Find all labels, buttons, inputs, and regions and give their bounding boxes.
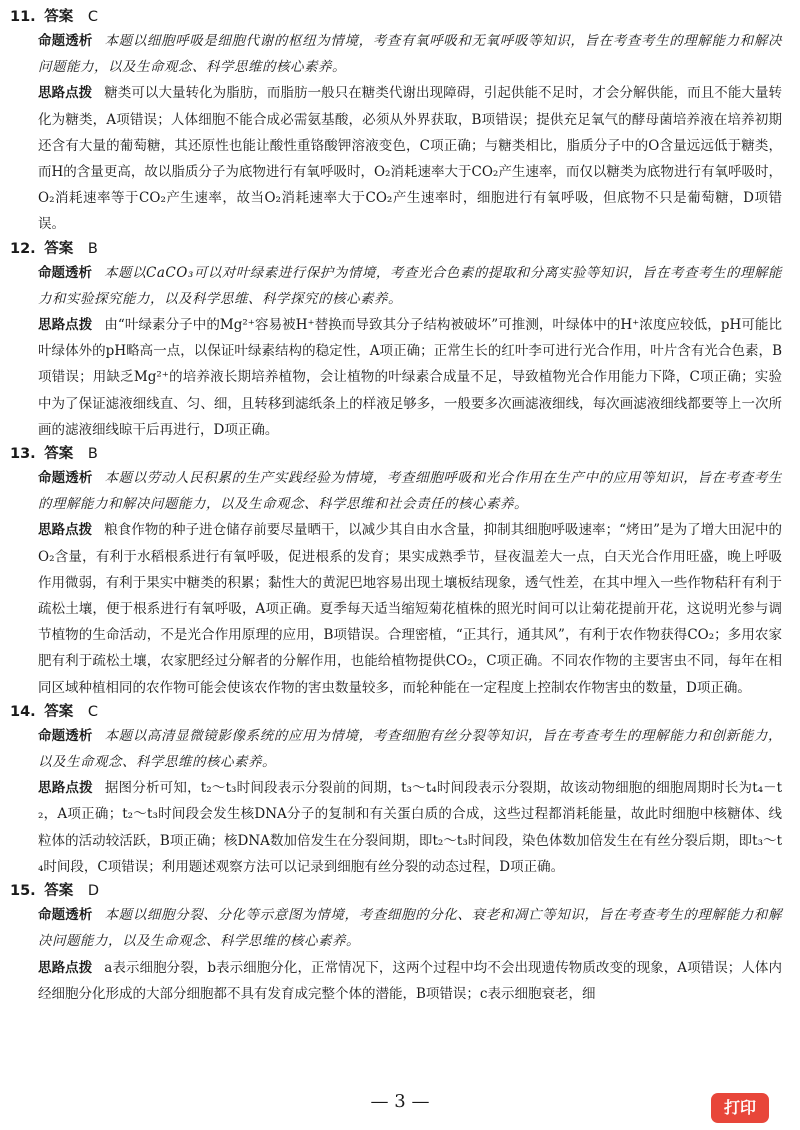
question-block-11 xyxy=(0,6,800,238)
perspective-text: 本题以CaCO₃可以对叶绿素进行保护为情境，考查光合色素的提取和分离实验等知识，旨在考查考生的理解能力和实验探究能力，以及科学思维、科学探究的核心素养。 xyxy=(38,264,783,307)
answer-letter: B xyxy=(87,240,98,257)
perspective-label: 命题透析 xyxy=(38,33,93,49)
perspective-text: 本题以劳动人民积累的生产实践经验为情境，考查细胞呼吸和光合作用在生产中的应用等知识，旨在考查考生的理解能力和解决问题能力，以及生命观念、科学思维和社会责任的核心素养。 xyxy=(38,470,783,513)
question-number: 14. xyxy=(10,703,36,720)
answer-label: 答案 xyxy=(44,446,74,463)
perspective-label: 命题透析 xyxy=(38,470,93,487)
question-number: 15. xyxy=(10,883,36,900)
answer-letter: B xyxy=(87,446,98,463)
perspective-text: 本题以细胞分裂、分化等示意图为情境，考查细胞的分化、衰老和凋亡等知识，旨在考查考生的理解能力和解决问题能力，以及生命观念、科学思维的核心素养。 xyxy=(38,907,783,950)
perspective-paragraph xyxy=(0,28,800,80)
perspective-label: 命题透析 xyxy=(38,264,93,281)
answer-letter: D xyxy=(87,883,100,900)
question-header xyxy=(0,880,800,902)
perspective-paragraph xyxy=(0,260,800,312)
hint-text: 据图分析可知，t₂～t₃时间段表示分裂前的间期，t₃～t₄时间段表示分裂期，故该动物细胞的细胞周期时长为t₄－t₂，A项正确；t₂～t₃时间段会发生核DNA分子的复制和有关蛋白质的合成，这些过程都消耗能量，故此时细胞中核糖体、线粒体的活动较活跃，B项正确；核DNA数加倍发生在分裂间期，即t₂～t₃时间段，染色体数加倍发生在有丝分裂后期，即t₃～t₄时间段，C项错误；利用题述观察方法可以记录到细胞有丝分裂的动态过程，D项正确。 xyxy=(38,780,783,875)
answer-label: 答案 xyxy=(44,883,74,900)
perspective-paragraph xyxy=(0,723,800,775)
hint-text: 粮食作物的种子进仓储存前要尽量晒干，以减少其自由水含量，抑制其细胞呼吸速率；“烤田”是为了增大田泥中的O₂含量，有利于水稻根系进行有氧呼吸，促进根系的发育；果实成熟季节，昼夜温差大一点，白天光合作用旺盛，晚上呼吸作用微弱，有利于果实中糖类的积累；黏性大的黄泥巴地容易出现土壤板结现象，透气性差，在其中埋入一些作物秸秆有利于疏松土壤，便于根系进行有氧呼吸，A项正确。夏季每天适当缩短菊花植株的照光时间可以让菊花提前开花，这说明光参与调节植物的生命活动，不是光合作用原理的应用，B项错误。合理密植，“正其行，通其风”，有利于农作物获得CO₂；多用农家肥有利于疏松土壤，农家肥经过分解者的分解作用，也能给植物提供CO₂，C项正确。不同农作物的主要害虫不同，每年在相同区域种植相同的农作物可能会使该农作物的害虫数量较多，而轮种能在一定程度上控制农作物害虫的数量，D项正确。 xyxy=(38,522,782,696)
hint-label: 思路点拨 xyxy=(38,522,93,539)
question-block-14 xyxy=(0,701,800,880)
print-button[interactable]: 打印 xyxy=(711,1093,769,1123)
answer-label: 答案 xyxy=(44,703,74,720)
question-header xyxy=(0,238,800,260)
question-block-13 xyxy=(0,443,800,701)
hint-text: a表示细胞分裂，b表示细胞分化，正常情况下，这两个过程中均不会出现遗传物质改变的现象，A项错误；人体内经细胞分化形成的大部分细胞都不具有发育成完整个体的潜能，B项错误；c表示细胞衰老，细 xyxy=(38,959,782,1002)
hint-label: 思路点拨 xyxy=(38,780,93,797)
perspective-paragraph xyxy=(0,902,800,954)
perspective-text: 本题以高清显微镜影像系统的应用为情境，考查细胞有丝分裂等知识，旨在考查考生的理解能力和创新能力，以及生命观念、科学思维的核心素养。 xyxy=(38,727,783,771)
hint-label: 思路点拨 xyxy=(38,959,93,976)
hint-label: 思路点拨 xyxy=(38,317,93,334)
hint-paragraph xyxy=(0,517,800,700)
perspective-paragraph xyxy=(0,465,800,517)
answer-letter: C xyxy=(87,703,99,720)
answer-label: 答案 xyxy=(44,9,74,25)
question-header xyxy=(0,6,800,28)
perspective-label: 命题透析 xyxy=(38,727,93,744)
page-number: — 3 — xyxy=(370,1091,430,1112)
hint-paragraph xyxy=(0,775,800,880)
answer-letter: C xyxy=(87,9,99,25)
question-number: 12. xyxy=(10,240,36,257)
question-header xyxy=(0,701,800,723)
question-number: 11. xyxy=(10,9,36,25)
perspective-label: 命题透析 xyxy=(38,907,93,924)
question-number: 13. xyxy=(10,446,36,463)
question-list xyxy=(0,6,800,1007)
hint-paragraph xyxy=(0,312,800,443)
perspective-text: 本题以细胞呼吸是细胞代谢的枢纽为情境，考查有氧呼吸和无氧呼吸等知识，旨在考查考生的理解能力和解决问题能力，以及生命观念、科学思维的核心素养。 xyxy=(38,33,783,76)
question-header xyxy=(0,443,800,465)
question-block-15 xyxy=(0,880,800,1007)
hint-paragraph xyxy=(0,955,800,1007)
question-block-12 xyxy=(0,238,800,443)
hint-label: 思路点拨 xyxy=(38,85,93,102)
hint-text: 由“叶绿素分子中的Mg²⁺容易被H⁺替换而导致其分子结构被破坏”可推测，叶绿体中的H⁺浓度应较低，pH可能比叶绿体外的pH略高一点，以保证叶绿素结构的稳定性，A项正确；正常生长的红叶李可进行光合作用，叶片含有光合色素，B项错误；用缺乏Mg²⁺的培养液长期培养植物，会让植物的叶绿素合成量不足，导致植物光合作用能力下降，C项正确；实验中为了保证滤液细线直、匀、细，且转移到滤纸条上的样液足够多，一般要多次画滤液细线，每次画滤液细线都要等上一次所画的滤液细线晾干后再进行，D项正确。 xyxy=(38,317,782,438)
answer-label: 答案 xyxy=(44,240,74,257)
hint-text: 糖类可以大量转化为脂肪，而脂肪一般只在糖类代谢出现障碍，引起供能不足时，才会分解供能，而且不能大量转化为糖类，A项错误；人体细胞不能合成必需氨基酸，必须从外界获取，B项错误；提供充足氧气的酵母菌培养液在培养初期还含有大量的葡萄糖，其还原性也能让酸性重铬酸钾溶液变色，C项正确；与糖类相比，脂质分子中的O含量远远低于糖类，而H的含量更高，故以脂质分子为底物进行有氧呼吸时，O₂消耗速率大于CO₂产生速率，而仅以糖类为底物进行有氧呼吸时，O₂消耗速率等于CO₂产生速率，故当O₂消耗速率大于CO₂产生速率时，细胞进行有氧呼吸，但底物不只是葡萄糖，D项错误。 xyxy=(38,85,783,233)
hint-paragraph xyxy=(0,80,800,237)
